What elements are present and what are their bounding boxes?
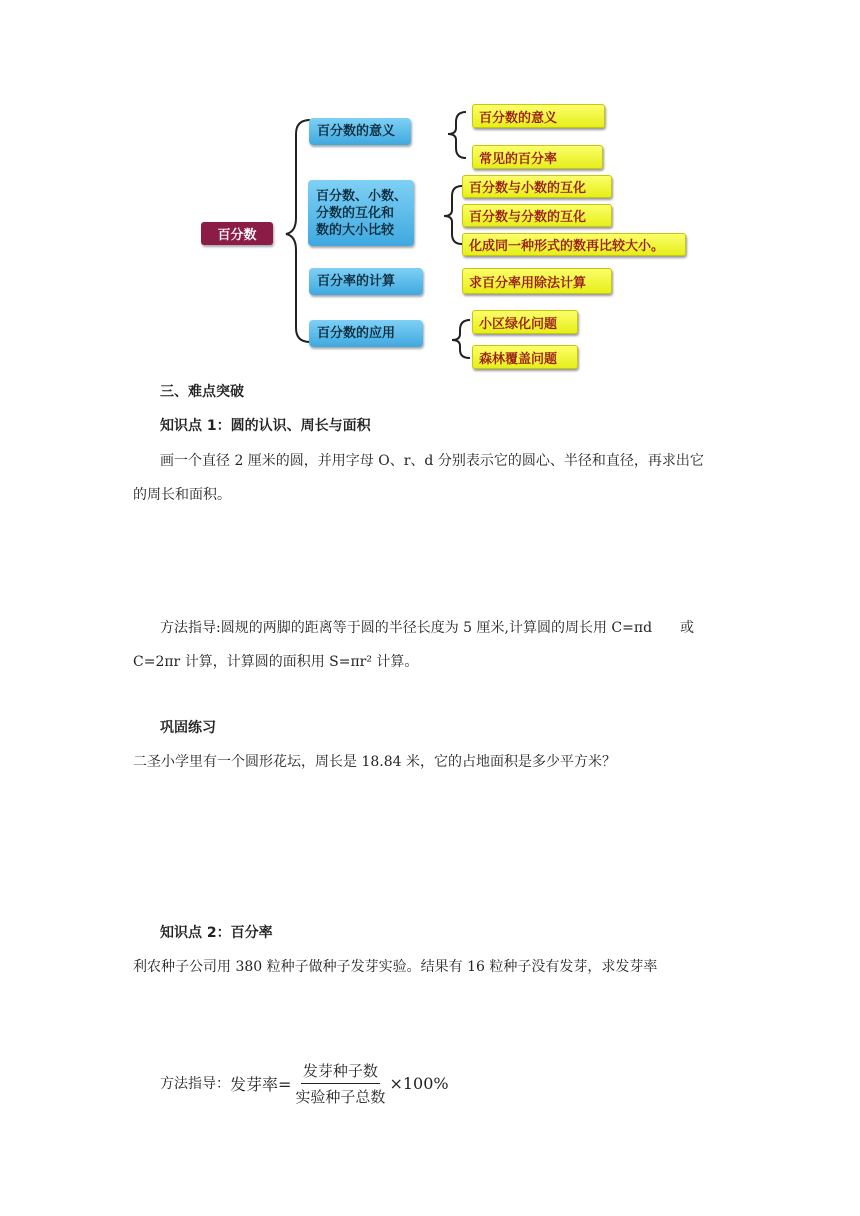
leaf-percent-decimal: 百分数与小数的互化 (462, 175, 612, 198)
kp1-question-line-1: 画一个直径 2 厘米的圆，并用字母 O、r、d 分别表示它的圆心、半径和直径，再求出它 (160, 453, 704, 469)
practice-title: 巩固练习 (160, 720, 216, 736)
leaf-percent-fraction: 百分数与分数的互化 (462, 204, 612, 227)
branch-percent-meaning: 百分数的意义 (309, 118, 411, 145)
leaf-percent-meaning: 百分数的意义 (472, 104, 605, 128)
section-heading: 三、难点突破 (160, 384, 244, 400)
branch-conversion (308, 180, 414, 246)
formula-denominator: 实验种子总数 (295, 1087, 386, 1106)
leaf-compare-size: 化成同一种形式的数再比较大小。 (462, 233, 686, 256)
mind-map-root: 百分数 (201, 222, 273, 245)
formula-numerator: 发芽种子数 (301, 1060, 380, 1084)
method-guide-2-prefix: 方法指导： (160, 1076, 230, 1092)
practice-question: 二圣小学里有一个圆形花坛，周长是 18.84 米，它的占地面积是多少平方米？ (133, 754, 616, 770)
branch-rate-calculation: 百分率的计算 (309, 268, 423, 295)
branch-conversion-line-2: 分数的互化和 (316, 205, 395, 221)
mind-map (0, 0, 860, 380)
leaf-greening: 小区绿化问题 (472, 310, 578, 334)
kp2-question: 利农种子公司用 380 粒种子做种子发芽实验。结果有 16 粒种子没有发芽，求发芽率 (133, 959, 658, 975)
branch-conversion-line-1: 百分数、小数、 (316, 188, 408, 204)
method-guide-1-line-1: 方法指导:圆规的两脚的距离等于圆的半径长度为 5 厘米,计算圆的周长用 C=πd 或 (160, 620, 695, 636)
formula-fraction (293, 1060, 387, 1107)
knowledge-point-1-title: 知识点 1：圆的认识、周长与面积 (160, 418, 371, 434)
leaf-forest-cover: 森林覆盖问题 (472, 345, 578, 369)
leaf-common-rates: 常见的百分率 (472, 145, 603, 169)
germination-rate-formula (160, 1058, 449, 1108)
formula-suffix: ×100% (389, 1073, 449, 1093)
knowledge-point-2-title: 知识点 2：百分率 (160, 925, 273, 941)
leaf-rate-division: 求百分率用除法计算 (462, 268, 612, 294)
formula-lhs: 发芽率= (230, 1074, 292, 1094)
branch-conversion-line-3: 数的大小比较 (316, 222, 395, 238)
kp1-question-line-2: 的周长和面积。 (133, 487, 231, 503)
method-guide-1-line-2: C=2πr 计算，计算圆的面积用 S=πr² 计算。 (133, 654, 419, 670)
mind-map-connectors (0, 0, 860, 380)
branch-application: 百分数的应用 (309, 320, 423, 347)
